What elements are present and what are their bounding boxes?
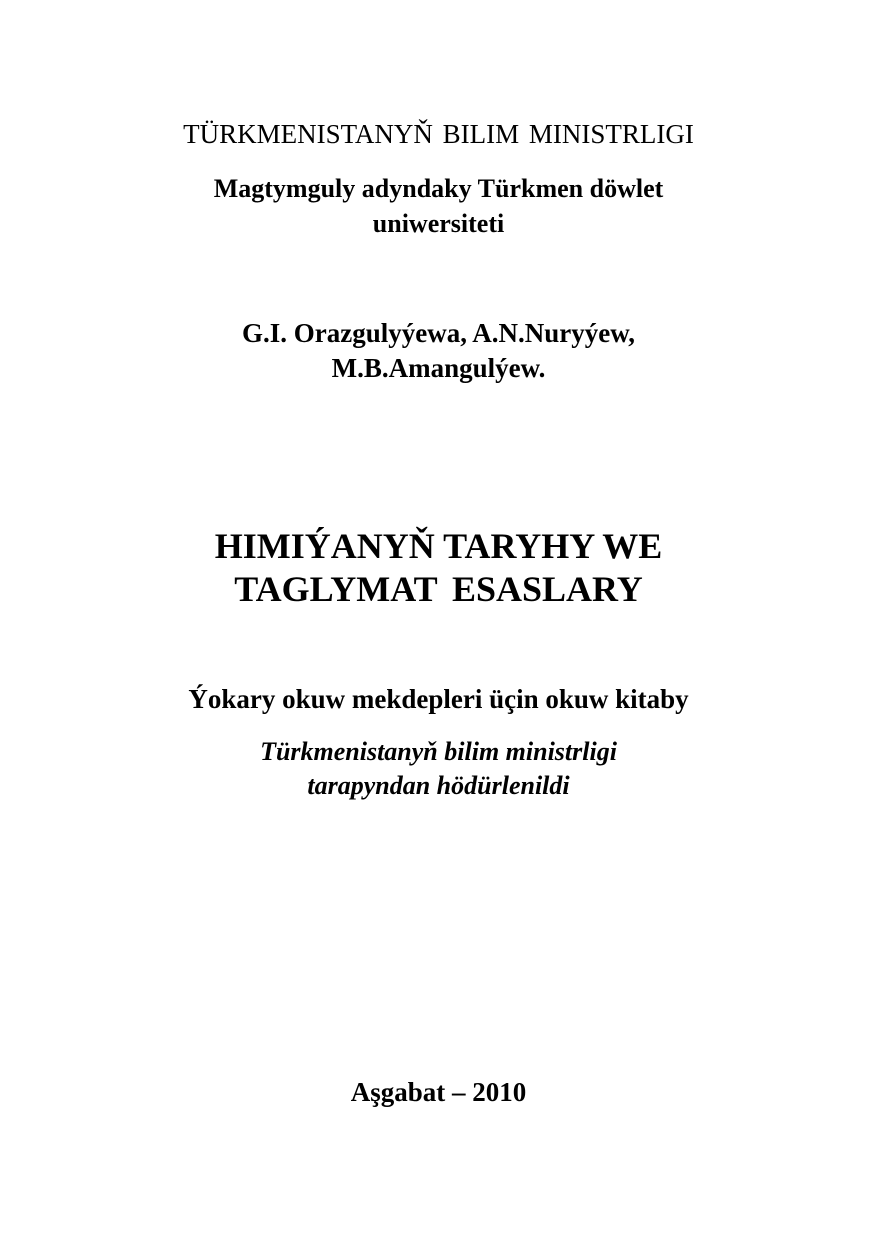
authors-line-2: M.B.Amangulýew. <box>331 353 546 383</box>
recommendation-line-2: tarapyndan hödürlenildi <box>307 771 570 800</box>
authors-line-1: G.I. Orazgulyýewa, A.N.Nuryýew, <box>242 318 635 348</box>
place-and-year: Aşgabat – 2010 <box>350 1077 527 1107</box>
book-title-line-2: TAGLYMAT ESASLARY <box>234 569 643 609</box>
book-title-line-1: HIMIÝANYŇ TARYHY WE <box>214 526 663 566</box>
university-name-line-2: uniwersiteti <box>372 209 505 238</box>
university-name-line-1: Magtymguly adyndaky Türkmen döwlet <box>213 174 664 203</box>
book-subtitle: Ýokary okuw mekdepleri üçin okuw kitaby <box>188 684 689 714</box>
recommendation-line-1: Türkmenistanyň bilim ministrligi <box>260 737 617 766</box>
ministry-header: TÜRKMENISTANYŇ BILIM MINISTRLIGI <box>183 119 694 149</box>
